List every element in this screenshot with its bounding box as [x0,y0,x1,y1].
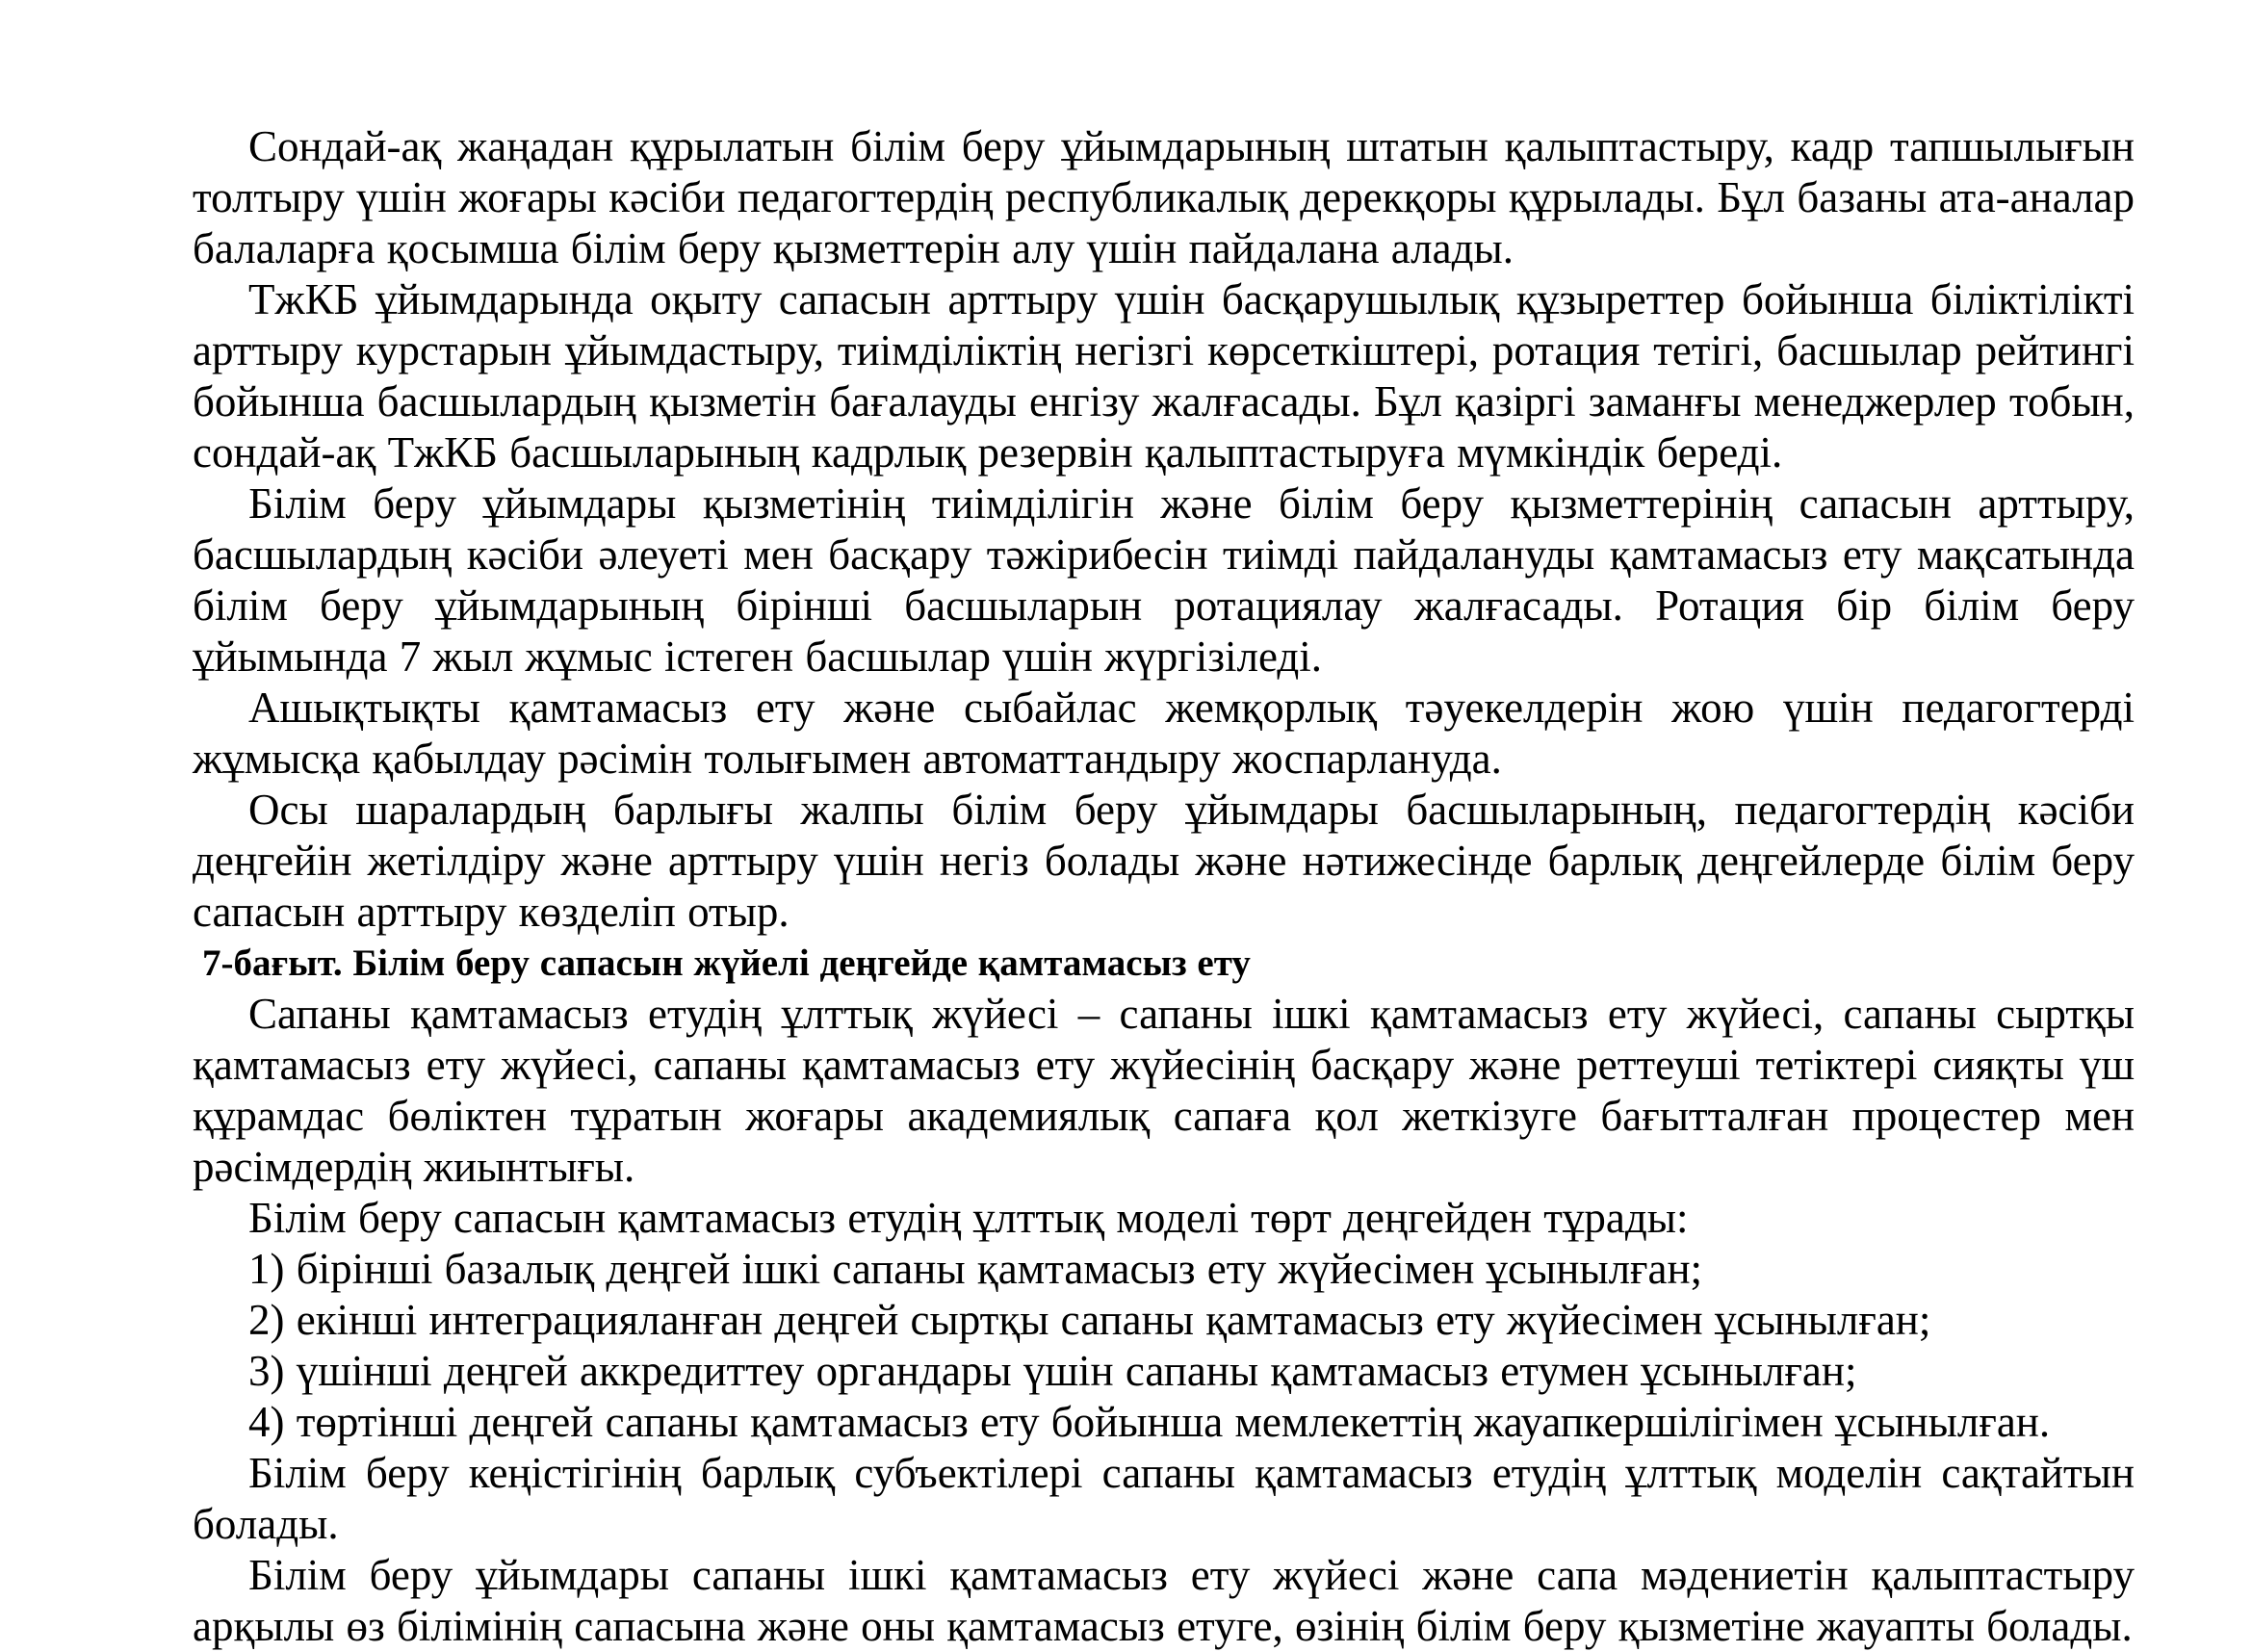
list-item-level-4: 4) төртінші деңгей сапаны қамтамасыз ету бойынша мемлекеттің жауапкершілігімен ұсынылған. [248,1398,2051,1446]
paragraph-measures-summary: Осы шаралардың барлығы жалпы білім беру ұйымдары басшыларының, педагогтердің кәсіби деңгейін жетілдіру және арттыру үшін негіз болады және нәтижесінде барлық деңгейлерде білім беру сапасын арттыру көзделіп отыр. [193,786,2135,936]
paragraph-responsibility: Білім беру ұйымдары сапаны ішкі қамтамасыз ету жүйесі және сапа мәдениетін қалыптастыру арқылы өз білімінің сапасына және оны қамтамасыз етуге, өзінің білім беру қызметіне жауапты болады. [193,1551,2135,1650]
list-item-level-2: 2) екінші интеграцияланған деңгей сыртқы сапаны қамтамасыз ету жүйесімен ұсынылған; [248,1296,1931,1344]
paragraph-rotation: Білім беру ұйымдары қызметінің тиімділігін және білім беру қызметтерінің сапасын арттыру, басшылардың кәсіби әлеуеті мен басқару тәжірибесін тиімді пайдалануды қамтамасыз ету мақсатында білім беру ұйымдарының бірінші басшыларын ротациялау жалғасады. Ротация бір білім беру ұйымында 7 жыл жұмыс істеген басшылар үшін жүргізіледі. [193,479,2135,681]
list-item-level-3: 3) үшінші деңгей аккредиттеу органдары үшін сапаны қамтамасыз етумен ұсынылған; [248,1347,1857,1395]
paragraph-transparency: Ашықтықты қамтамасыз ету және сыбайлас жемқорлық тәуекелдерін жою үшін педагогтерді жұмысқа қабылдау рәсімін толығымен автоматтандыру жоспарлануда. [193,684,2135,783]
paragraph-model-intro: Білім беру сапасын қамтамасыз етудің ұлттық моделі төрт деңгейден тұрады: [248,1194,1689,1242]
section-heading-direction-7: 7-бағыт. Білім беру сапасын жүйелі деңгейде қамтамасыз ету [202,942,1251,984]
paragraph-model-compliance: Білім беру кеңістігінің барлық субъектілері сапаны қамтамасыз етудің ұлттық моделін сақтайтын болады. [193,1449,2135,1548]
paragraph-tvet-management: ТжКБ ұйымдарында оқыту сапасын арттыру үшін басқарушылық құзыреттер бойынша біліктілікті арттыру курстарын ұйымдастыру, тиімділіктің негізгі көрсеткіштері, ротация тетігі, басшылар рейтингі бойынша басшылардың қызметін бағалауды енгізу жалғасады. Бұл қазіргі заманғы менеджерлер тобын, сондай-ақ ТжКБ басшыларының кадрлық резервін қалыптастыруға мүмкіндік береді. [193,275,2135,477]
paragraph-staff-database: Сондай-ақ жаңадан құрылатын білім беру ұйымдарының штатын қалыптастыру, кадр тапшылығын толтыру үшін жоғары кәсіби педагогтердің республикалық дерекқоры құрылады. Бұл базаны ата-аналар балаларға қосымша білім беру қызметтерін алу үшін пайдалана алады. [193,122,2135,272]
list-item-level-1: 1) бірінші базалық деңгей ішкі сапаны қамтамасыз ету жүйесімен ұсынылған; [248,1245,1703,1293]
paragraph-quality-system: Сапаны қамтамасыз етудің ұлттық жүйесі – сапаны ішкі қамтамасыз ету жүйесі, сапаны сыртқы қамтамасыз ету жүйесі, сапаны қамтамасыз ету жүйесінің басқару және реттеуші тетіктері сияқты үш құрамдас бөліктен тұратын жоғары академиялық сапаға қол жеткізуге бағытталған процестер мен рәсімдердің жиынтығы. [193,990,2135,1191]
